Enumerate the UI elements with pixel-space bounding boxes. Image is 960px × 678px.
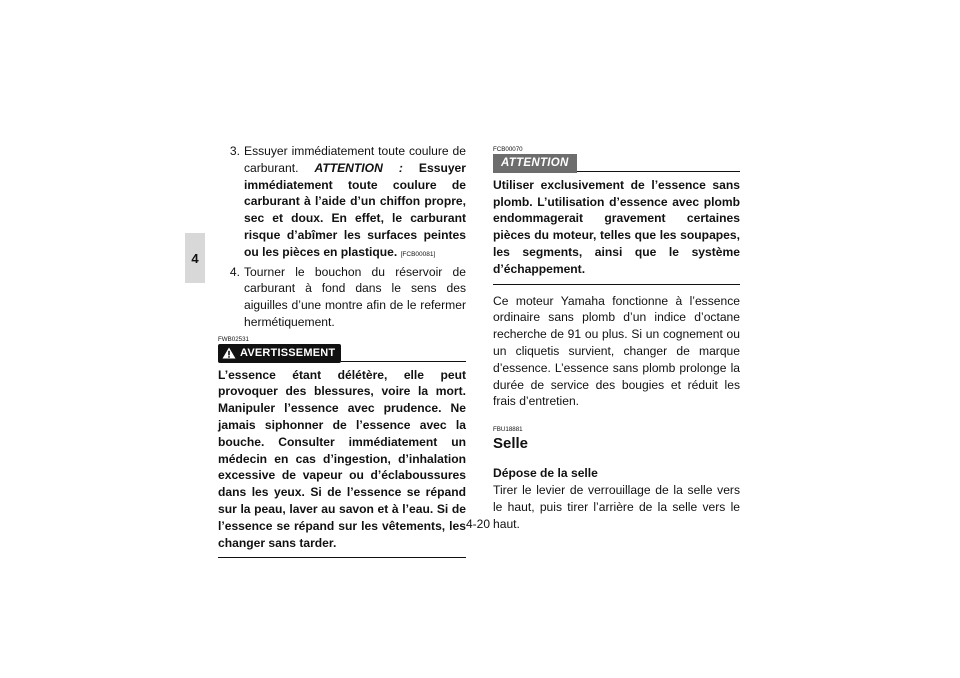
- step-text: [244, 143, 466, 264]
- section-title: Selle: [493, 435, 529, 453]
- banner-rule: [341, 361, 466, 362]
- inline-attention-text: Essuyer immédiatement toute coulure de carburant à l’aide d’un chiffon propre, sec et doux. En effet, le carburant risque d’abîmer les surfaces peintes ou les pièces en plastique.: [244, 160, 466, 259]
- attention-bottom-rule: [493, 284, 740, 285]
- page-number: 4-20: [466, 517, 491, 531]
- section-code: FBU18881: [493, 426, 523, 434]
- warning-bottom-rule: [218, 557, 466, 558]
- warning-triangle-icon: [222, 347, 236, 359]
- chapter-tab: 4: [185, 233, 205, 283]
- fuel-paragraph: Ce moteur Yamaha fonctionne à l’essence ordinaire sans plomb d’un indice d’octane recherche de 91 ou plus. Si un cognement ou un cliquetis survient, changer de marque d’essence. L’essence sans plomb prolonge la durée de service des bougies et réduit les frais d’entretien.: [493, 293, 740, 409]
- reference-code: [FCB00081]: [400, 250, 436, 258]
- step-number: 3.: [229, 144, 240, 158]
- banner-rule: [577, 171, 740, 172]
- left-column: [218, 143, 466, 558]
- warning-text: L’essence étant délétère, elle peut provoquer des blessures, voire la mort. Manipuler l’essence avec prudence. Ne jamais siphonner de l’essence avec la bouche. Consulter immédiatement un médecin en cas d’ingestion, d’inhalation excessive de vapeur ou d’éclaboussures dans les yeux. Si de l’essence se répand sur la peau, laver au savon et à l’eau. Si de l’essence se répand sur les vêtements, les changer sans tarder.: [218, 367, 466, 550]
- section-text: Tirer le levier de verrouillage de la selle vers le haut, puis tirer l’arrière de la selle vers le haut.: [493, 482, 740, 531]
- step-3-text: Essuyer immédiatement toute coulure de carburant.: [244, 144, 466, 175]
- warning-code: FWB02531: [218, 335, 249, 343]
- step-4: [218, 264, 466, 331]
- attention-text: Utiliser exclusivement de l’essence sans plomb. L’utilisation d’essence avec plomb endommagerait gravement certaines pièces du moteur, telles que les soupapes, les segments, ainsi que le système d’échappement.: [493, 177, 740, 276]
- step-4-text: Tourner le bouchon du réservoir de carburant à fond dans le sens des aiguilles d’une montre afin de le refermer hermétiquement.: [244, 264, 466, 329]
- step-number: 4.: [229, 264, 240, 279]
- step-3: [218, 143, 466, 264]
- inline-attention-label: ATTENTION :: [314, 160, 403, 175]
- warning-label: AVERTISSEMENT: [240, 346, 336, 359]
- attention-code: FCB00070: [493, 146, 523, 153]
- right-column: [493, 143, 740, 532]
- attention-banner: [493, 154, 740, 173]
- attention-badge: ATTENTION: [493, 154, 577, 173]
- subsection-title: Dépose de la selle: [493, 466, 598, 481]
- warning-badge: [218, 344, 341, 363]
- warning-banner: [218, 344, 466, 363]
